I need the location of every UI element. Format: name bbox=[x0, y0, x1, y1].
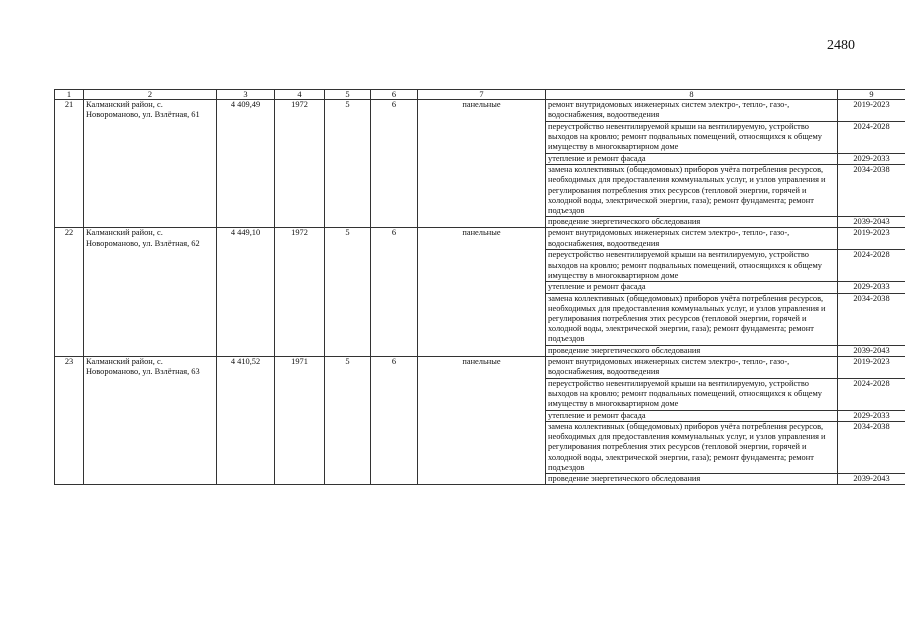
work-term: 2039-2043 bbox=[838, 474, 905, 485]
building-wall-material: панельные bbox=[418, 228, 546, 356]
capital-repair-table bbox=[54, 89, 905, 485]
column-header: 5 bbox=[325, 90, 371, 100]
building-entrances: 6 bbox=[371, 228, 418, 356]
building-floors: 5 bbox=[325, 228, 371, 356]
building-year: 1971 bbox=[275, 356, 325, 484]
building-area: 4 410,52 bbox=[217, 356, 275, 484]
building-number: 22 bbox=[55, 228, 84, 356]
work-term: 2029-2033 bbox=[838, 154, 905, 165]
building-wall-material: панельные bbox=[418, 356, 546, 484]
work-term: 2019-2023 bbox=[838, 228, 905, 250]
column-header: 1 bbox=[55, 90, 84, 100]
building-number: 23 bbox=[55, 356, 84, 484]
building-row bbox=[55, 228, 905, 250]
work-description: замена коллективных (общедомовых) приборов учёта потребления ресурсов, необходимых для предоставления коммунальных услуг, и узлов управления и регулирования потребления этих ресурсов (тепловой энергии, горячей и холодной воды, электрической энергии, газа); ремонт фундамента; ремонт подъездов bbox=[546, 293, 838, 345]
column-header: 7 bbox=[418, 90, 546, 100]
work-description: переустройство невентилируемой крыши на вентилируемую, устройство выходов на кровлю; ремонт подвальных помещений, относящихся к общему имуществу в многоквартирном доме bbox=[546, 378, 838, 410]
building-entrances: 6 bbox=[371, 100, 418, 228]
building-year: 1972 bbox=[275, 100, 325, 228]
building-year: 1972 bbox=[275, 228, 325, 356]
column-header: 4 bbox=[275, 90, 325, 100]
work-term: 2024-2028 bbox=[838, 378, 905, 410]
building-entrances: 6 bbox=[371, 356, 418, 484]
work-term: 2019-2023 bbox=[838, 100, 905, 122]
work-description: проведение энергетического обследования bbox=[546, 345, 838, 356]
building-number: 21 bbox=[55, 100, 84, 228]
work-term: 2024-2028 bbox=[838, 122, 905, 154]
building-wall-material: панельные bbox=[418, 100, 546, 228]
column-header: 2 bbox=[84, 90, 217, 100]
work-term: 2039-2043 bbox=[838, 217, 905, 228]
work-term: 2034-2038 bbox=[838, 293, 905, 345]
work-term: 2019-2023 bbox=[838, 356, 905, 378]
building-row bbox=[55, 100, 905, 122]
column-header: 9 bbox=[838, 90, 905, 100]
column-header: 6 bbox=[371, 90, 418, 100]
work-description: ремонт внутридомовых инженерных систем электро-, тепло-, газо-, водоснабжения, водоотведения bbox=[546, 228, 838, 250]
work-description: утепление и ремонт фасада bbox=[546, 410, 838, 421]
work-term: 2034-2038 bbox=[838, 165, 905, 217]
work-description: проведение энергетического обследования bbox=[546, 217, 838, 228]
work-description: утепление и ремонт фасада bbox=[546, 282, 838, 293]
work-description: утепление и ремонт фасада bbox=[546, 154, 838, 165]
building-row bbox=[55, 356, 905, 378]
work-description: ремонт внутридомовых инженерных систем электро-, тепло-, газо-, водоснабжения, водоотведения bbox=[546, 100, 838, 122]
building-address: Калманский район, с. Новороманово, ул. Взлётная, 63 bbox=[84, 356, 217, 484]
column-header: 3 bbox=[217, 90, 275, 100]
work-description: переустройство невентилируемой крыши на вентилируемую, устройство выходов на кровлю; ремонт подвальных помещений, относящихся к общему имуществу в многоквартирном доме bbox=[546, 250, 838, 282]
page-number: 2480 bbox=[827, 38, 855, 53]
work-description: ремонт внутридомовых инженерных систем электро-, тепло-, газо-, водоснабжения, водоотведения bbox=[546, 356, 838, 378]
work-term: 2034-2038 bbox=[838, 422, 905, 474]
work-description: замена коллективных (общедомовых) приборов учёта потребления ресурсов, необходимых для предоставления коммунальных услуг, и узлов управления и регулирования потребления этих ресурсов (тепловой энергии, горячей и холодной воды, электрической энергии, газа); ремонт фундамента; ремонт подъездов bbox=[546, 422, 838, 474]
column-header: 8 bbox=[546, 90, 838, 100]
work-description: проведение энергетического обследования bbox=[546, 474, 838, 485]
building-area: 4 409,49 bbox=[217, 100, 275, 228]
work-description: переустройство невентилируемой крыши на вентилируемую, устройство выходов на кровлю; ремонт подвальных помещений, относящихся к общему имуществу в многоквартирном доме bbox=[546, 122, 838, 154]
building-address: Калманский район, с. Новороманово, ул. Взлётная, 62 bbox=[84, 228, 217, 356]
work-term: 2039-2043 bbox=[838, 345, 905, 356]
building-floors: 5 bbox=[325, 100, 371, 228]
column-number-row bbox=[55, 90, 905, 100]
work-description: замена коллективных (общедомовых) приборов учёта потребления ресурсов, необходимых для предоставления коммунальных услуг, и узлов управления и регулирования потребления этих ресурсов (тепловой энергии, горячей и холодной воды, электрической энергии, газа); ремонт фундамента; ремонт подъездов bbox=[546, 165, 838, 217]
work-term: 2029-2033 bbox=[838, 410, 905, 421]
work-term: 2024-2028 bbox=[838, 250, 905, 282]
work-term: 2029-2033 bbox=[838, 282, 905, 293]
building-address: Калманский район, с. Новороманово, ул. Взлётная, 61 bbox=[84, 100, 217, 228]
building-area: 4 449,10 bbox=[217, 228, 275, 356]
building-floors: 5 bbox=[325, 356, 371, 484]
